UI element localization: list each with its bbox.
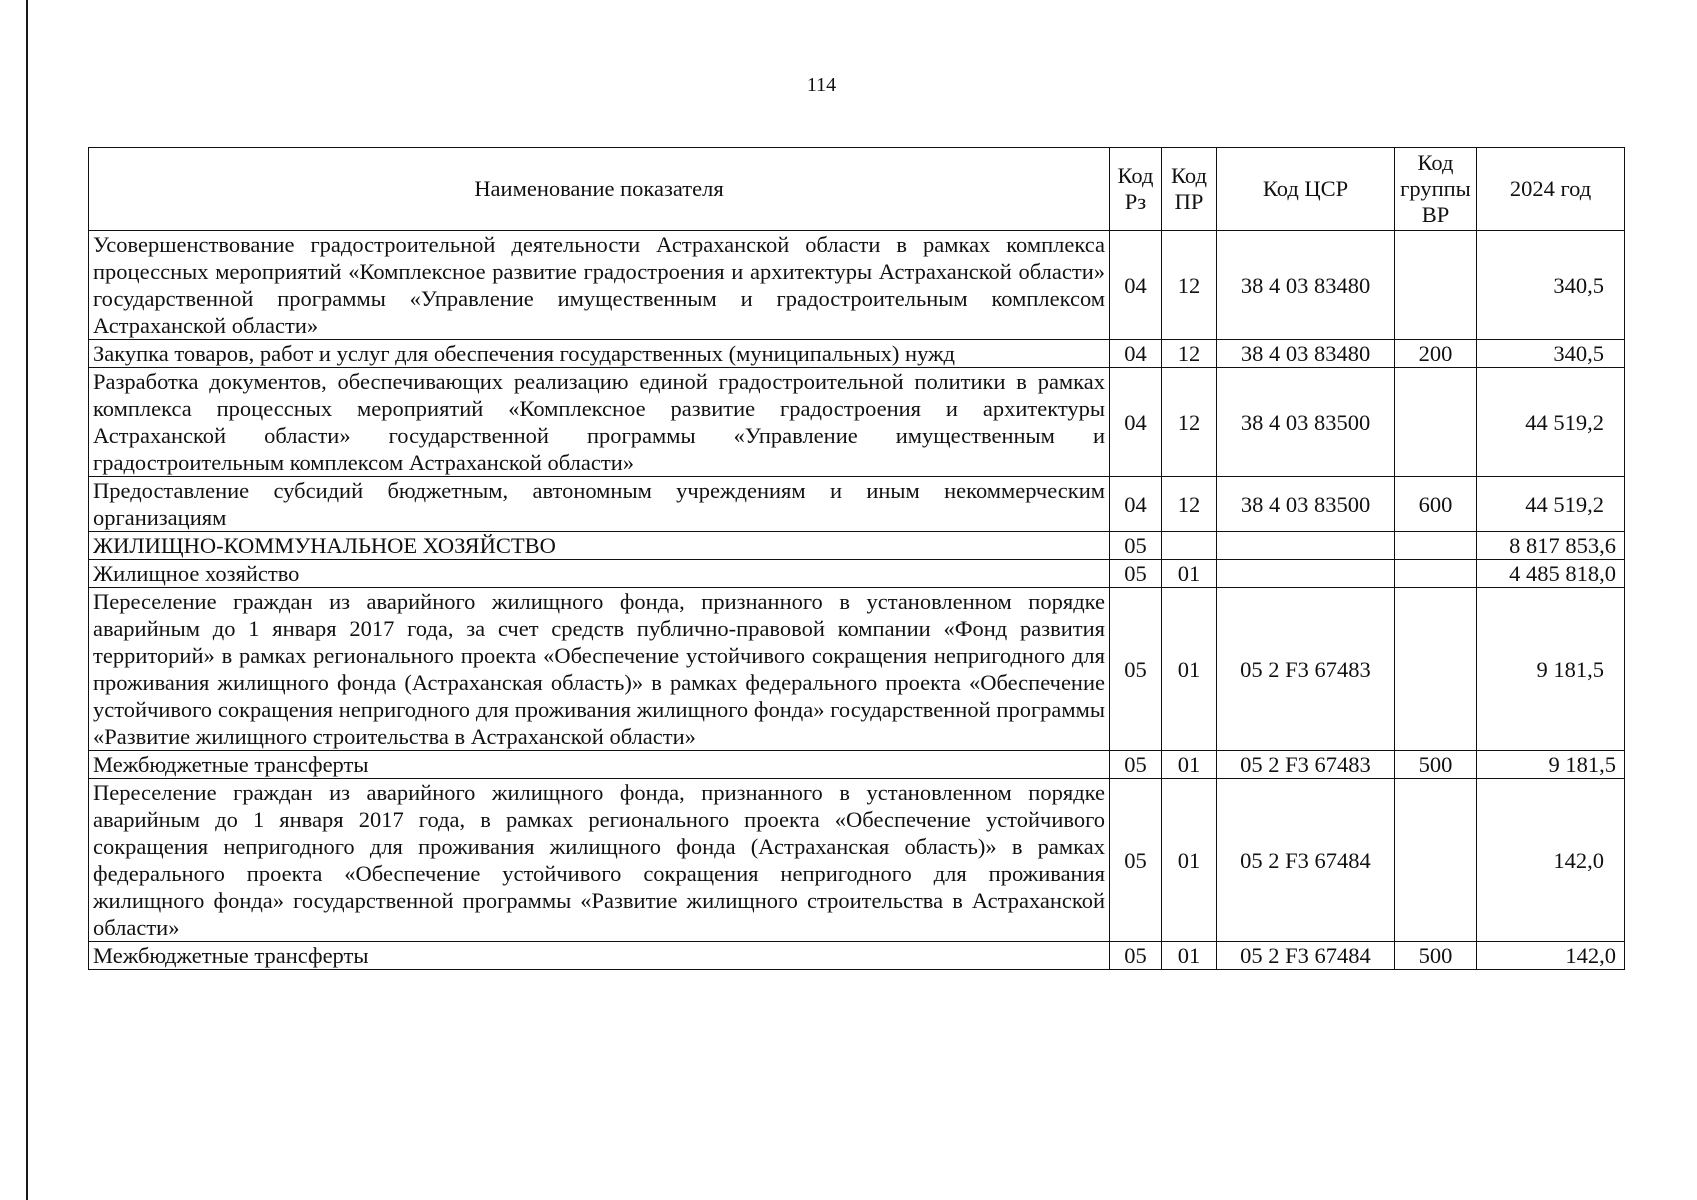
header-amount: 2024 год — [1477, 148, 1625, 231]
row-amount: 142,0 — [1477, 942, 1625, 970]
row-pr: 01 — [1162, 942, 1217, 970]
row-amount: 142,0 — [1477, 779, 1625, 942]
row-name: Переселение граждан из аварийного жилищного фонда, признанного в установленном порядке аварийным до 1 января 2017 года, в рамках регионального проекта «Обеспечение устойчивого сокращения непригодного для проживания жилищного фонда (Астраханская область)» в рамках федерального проекта «Обеспечение устойчивого сокращения непригодного для проживания жилищного фонда» государственной программы «Развитие жилищного строительства в Астраханской области» — [89, 779, 1110, 942]
row-csr: 05 2 F3 67483 — [1217, 588, 1395, 751]
row-name: Предоставление субсидий бюджетным, автономным учреждениям и иным некоммерческим организациям — [89, 477, 1110, 532]
row-amount: 9 181,5 — [1477, 751, 1625, 779]
row-rz: 04 — [1110, 340, 1162, 368]
row-vr: 600 — [1395, 477, 1477, 532]
row-pr: 01 — [1162, 588, 1217, 751]
row-rz: 04 — [1110, 231, 1162, 340]
row-csr: 38 4 03 83480 — [1217, 340, 1395, 368]
row-pr: 01 — [1162, 751, 1217, 779]
scan-edge-line — [26, 0, 28, 1200]
row-pr: 01 — [1162, 560, 1217, 588]
row-name: Закупка товаров, работ и услуг для обеспечения государственных (муниципальных) нужд — [89, 340, 1110, 368]
table-row — [89, 231, 1625, 340]
row-amount: 44 519,2 — [1477, 477, 1625, 532]
row-name: Межбюджетные трансферты — [89, 751, 1110, 779]
row-pr — [1162, 532, 1217, 560]
row-csr: 05 2 F3 67483 — [1217, 751, 1395, 779]
row-amount: 44 519,2 — [1477, 368, 1625, 477]
row-pr: 12 — [1162, 340, 1217, 368]
row-csr: 38 4 03 83480 — [1217, 231, 1395, 340]
table-row — [89, 340, 1625, 368]
row-name: Межбюджетные трансферты — [89, 942, 1110, 970]
table-row — [89, 532, 1625, 560]
row-pr: 01 — [1162, 779, 1217, 942]
row-rz: 04 — [1110, 477, 1162, 532]
row-vr: 500 — [1395, 751, 1477, 779]
row-vr — [1395, 560, 1477, 588]
row-name: Усовершенствование градостроительной деятельности Астраханской области в рамках комплекса процессных мероприятий «Комплексное развитие градостроения и архитектуры Астраханской области» государственной программы «Управление имущественным и градостроительным комплексом Астраханской области» — [89, 231, 1110, 340]
row-csr: 38 4 03 83500 — [1217, 368, 1395, 477]
table-row — [89, 560, 1625, 588]
row-vr: 200 — [1395, 340, 1477, 368]
table-row — [89, 779, 1625, 942]
row-rz: 05 — [1110, 779, 1162, 942]
page-number: 114 — [806, 74, 837, 96]
row-amount: 340,5 — [1477, 340, 1625, 368]
row-amount: 340,5 — [1477, 231, 1625, 340]
budget-table — [88, 147, 1625, 970]
row-rz: 05 — [1110, 532, 1162, 560]
table-row — [89, 751, 1625, 779]
row-vr — [1395, 368, 1477, 477]
row-vr — [1395, 231, 1477, 340]
row-rz: 05 — [1110, 588, 1162, 751]
table-row — [89, 588, 1625, 751]
row-vr — [1395, 779, 1477, 942]
row-rz: 05 — [1110, 751, 1162, 779]
header-name: Наименование показателя — [89, 148, 1110, 231]
row-pr: 12 — [1162, 477, 1217, 532]
row-vr — [1395, 588, 1477, 751]
table-row — [89, 942, 1625, 970]
row-csr: 38 4 03 83500 — [1217, 477, 1395, 532]
header-csr: Код ЦСР — [1217, 148, 1395, 231]
row-csr: 05 2 F3 67484 — [1217, 942, 1395, 970]
row-pr: 12 — [1162, 231, 1217, 340]
row-csr — [1217, 532, 1395, 560]
row-vr — [1395, 532, 1477, 560]
row-csr — [1217, 560, 1395, 588]
row-amount: 8 817 853,6 — [1477, 532, 1625, 560]
row-pr: 12 — [1162, 368, 1217, 477]
row-rz: 05 — [1110, 942, 1162, 970]
row-amount: 4 485 818,0 — [1477, 560, 1625, 588]
header-vr: Код группы ВР — [1395, 148, 1477, 231]
row-rz: 04 — [1110, 368, 1162, 477]
row-name: Переселение граждан из аварийного жилищного фонда, признанного в установленном порядке аварийным до 1 января 2017 года, за счет средств публично-правовой компании «Фонд развития территорий» в рамках регионального проекта «Обеспечение устойчивого сокращения непригодного для проживания жилищного фонда (Астраханская область)» в рамках федерального проекта «Обеспечение устойчивого сокращения непригодного для проживания жилищного фонда» государственной программы «Развитие жилищного строительства в Астраханской области» — [89, 588, 1110, 751]
table-row — [89, 477, 1625, 532]
header-pr: Код ПР — [1162, 148, 1217, 231]
table-header-row — [89, 148, 1625, 231]
header-rz: Код Рз — [1110, 148, 1162, 231]
table-row — [89, 368, 1625, 477]
row-csr: 05 2 F3 67484 — [1217, 779, 1395, 942]
row-name: Жилищное хозяйство — [89, 560, 1110, 588]
row-vr: 500 — [1395, 942, 1477, 970]
row-name: Разработка документов, обеспечивающих реализацию единой градостроительной политики в рамках комплекса процессных мероприятий «Комплексное развитие градостроения и архитектуры Астраханской области» государственной программы «Управление имущественным и градостроительным комплексом Астраханской области» — [89, 368, 1110, 477]
row-amount: 9 181,5 — [1477, 588, 1625, 751]
row-name: ЖИЛИЩНО-КОММУНАЛЬНОЕ ХОЗЯЙСТВО — [89, 532, 1110, 560]
row-rz: 05 — [1110, 560, 1162, 588]
